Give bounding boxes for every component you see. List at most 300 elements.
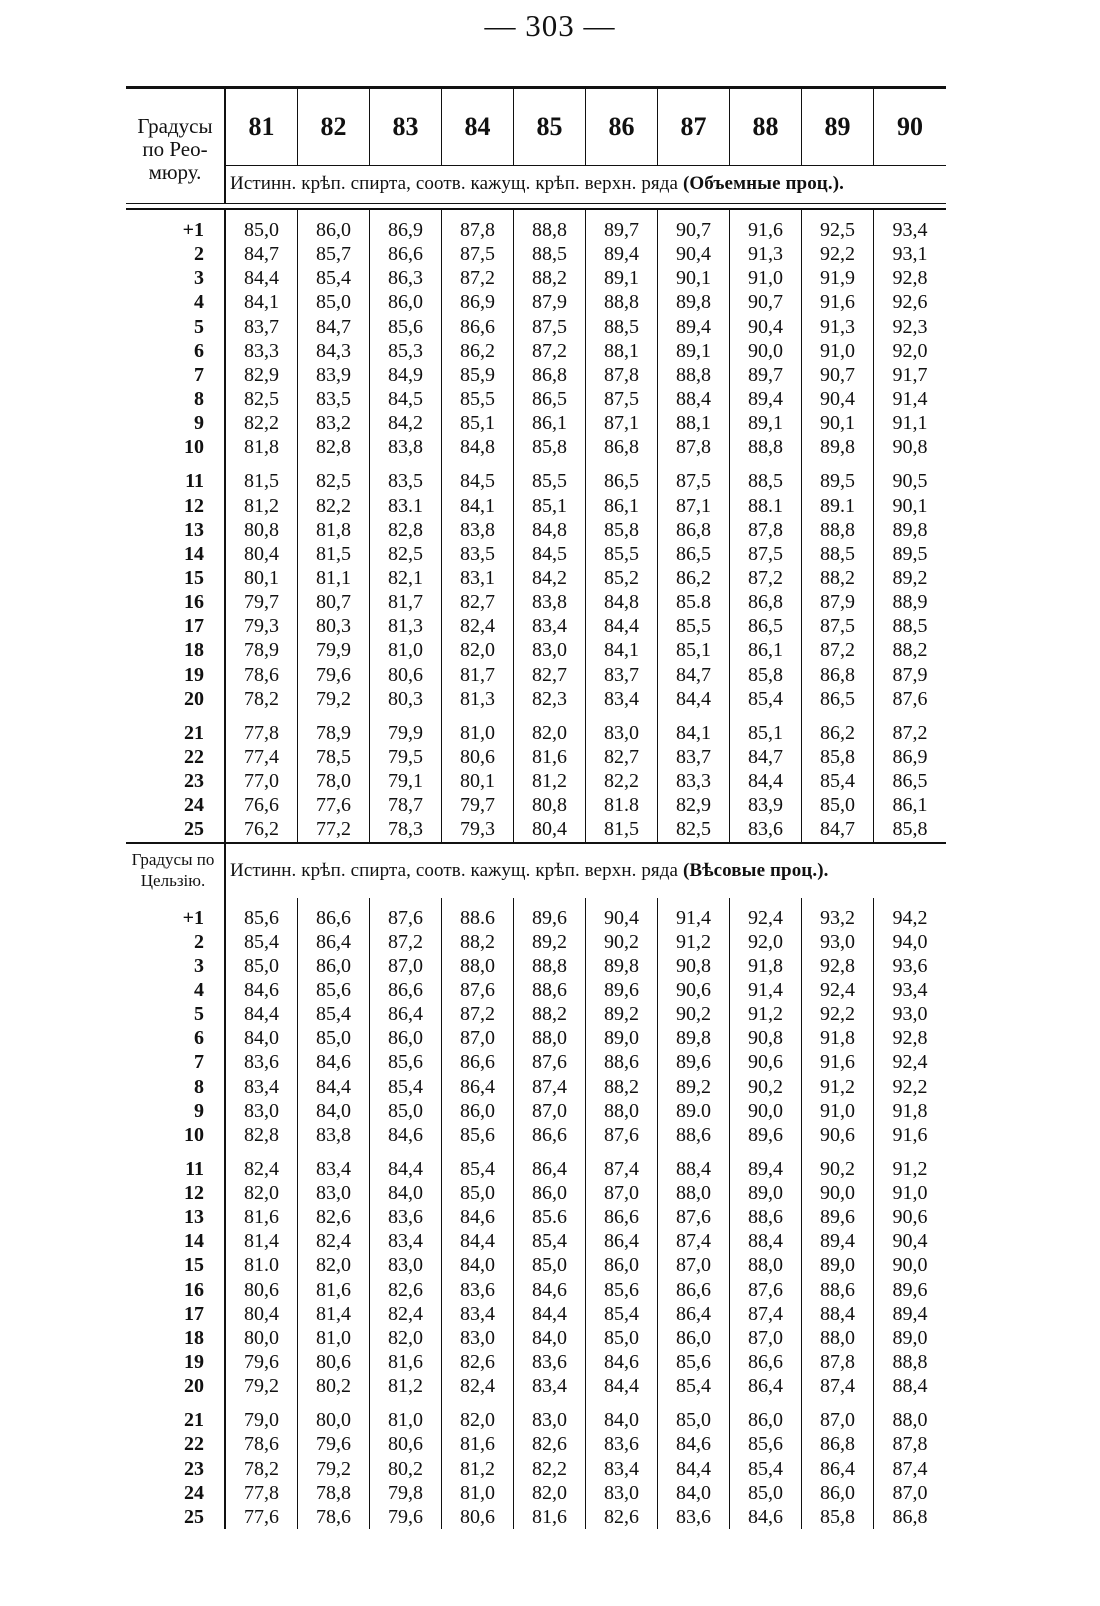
- degree-cell: 22: [126, 745, 226, 769]
- value-cell: 85,5: [514, 469, 586, 493]
- weight-subtitle-row: [126, 842, 946, 898]
- value-cell: 83,7: [226, 315, 298, 339]
- value-cell: 87,0: [658, 1253, 730, 1277]
- value-cell: 89,8: [802, 435, 874, 459]
- degree-cell: 11: [126, 1157, 226, 1181]
- degree-cell: 10: [126, 435, 226, 459]
- value-cell: 86,2: [442, 339, 514, 363]
- value-cell: 82,4: [298, 1229, 370, 1253]
- value-cell: 86,6: [298, 906, 370, 930]
- value-cell: 78,2: [226, 1457, 298, 1481]
- value-cell: 84,2: [514, 566, 586, 590]
- table-row: [126, 590, 946, 614]
- value-cell: 83,6: [442, 1278, 514, 1302]
- value-cell: 88,8: [892, 1351, 928, 1374]
- value-cell: 88,0: [442, 954, 514, 978]
- value-cell: 86,0: [802, 1481, 874, 1505]
- value-cell: 85,8: [802, 745, 874, 769]
- table-row: [126, 638, 946, 662]
- value-cell: 88,4: [892, 1375, 928, 1398]
- value-cell: 79,5: [370, 745, 442, 769]
- value-cell: 86,4: [730, 1374, 802, 1398]
- value-cell: 85.8: [658, 590, 730, 614]
- value-cell: 87,4: [586, 1157, 658, 1181]
- value-cell: 86,8: [658, 518, 730, 542]
- table-row: [126, 1408, 946, 1432]
- value-cell: 85,0: [514, 1253, 586, 1277]
- value-cell: 83,4: [514, 614, 586, 638]
- table-row: [126, 614, 946, 638]
- value-cell: 90,7: [658, 218, 730, 242]
- value-cell: 82,9: [658, 793, 730, 817]
- value-cell: 84,0: [370, 1181, 442, 1205]
- value-cell: 88,6: [802, 1278, 874, 1302]
- value-cell: 81,6: [514, 1505, 586, 1529]
- value-cell: 86,8: [802, 1432, 874, 1456]
- value-cell: 83,9: [730, 793, 802, 817]
- value-cell: 84,6: [658, 1432, 730, 1456]
- value-cell: 87,6: [370, 906, 442, 930]
- value-cell: 87,0: [514, 1099, 586, 1123]
- value-cell: 87,0: [892, 1481, 928, 1504]
- value-cell: 84,8: [586, 590, 658, 614]
- value-cell: 85,4: [658, 1374, 730, 1398]
- value-cell: 76,2: [226, 817, 298, 841]
- value-cell: 86,4: [298, 930, 370, 954]
- value-cell: 89,1: [730, 411, 802, 435]
- reaumur-label-line: мюру.: [148, 160, 202, 184]
- value-cell: 87,8: [442, 218, 514, 242]
- value-cell: 85,8: [802, 1505, 874, 1529]
- value-cell: 83,3: [226, 339, 298, 363]
- value-cell: 88,6: [658, 1123, 730, 1147]
- table-row: [126, 387, 946, 411]
- value-cell: 86,9: [892, 745, 928, 768]
- value-cell: 82,7: [442, 590, 514, 614]
- column-heading: 86: [586, 89, 658, 166]
- value-cell: 86,6: [730, 1350, 802, 1374]
- value-cell: 89,5: [892, 542, 928, 565]
- value-cell: 90,1: [802, 411, 874, 435]
- table-row: [126, 494, 946, 518]
- degree-cell: 20: [126, 687, 226, 711]
- degree-cell: 19: [126, 1350, 226, 1374]
- value-cell: 85,4: [514, 1229, 586, 1253]
- degree-cell: 13: [126, 1205, 226, 1229]
- value-cell: 92,6: [892, 291, 928, 314]
- group-gap: [126, 459, 946, 469]
- value-cell: 88,2: [514, 1002, 586, 1026]
- value-cell: 88,2: [586, 1075, 658, 1099]
- value-cell: 84,2: [370, 411, 442, 435]
- value-cell: 80,8: [514, 793, 586, 817]
- table-row: [126, 266, 946, 290]
- value-cell: 87,4: [892, 1457, 928, 1480]
- value-cell: 88,0: [730, 1253, 802, 1277]
- value-cell: 89,6: [514, 906, 586, 930]
- value-cell: 81,2: [226, 494, 298, 518]
- degree-cell: 7: [126, 363, 226, 387]
- value-cell: 88,2: [442, 930, 514, 954]
- degree-cell: 17: [126, 1302, 226, 1326]
- value-cell: 91,0: [892, 1182, 928, 1205]
- table-row: [126, 1253, 946, 1277]
- table-row: [126, 978, 946, 1002]
- value-cell: 89,2: [514, 930, 586, 954]
- value-cell: 87,0: [370, 954, 442, 978]
- value-cell: 78,6: [298, 1505, 370, 1529]
- value-cell: 86,4: [370, 1002, 442, 1026]
- value-cell: 91,0: [730, 266, 802, 290]
- value-cell: 90,2: [730, 1075, 802, 1099]
- value-cell: 83.1: [370, 494, 442, 518]
- value-cell: 83,8: [370, 435, 442, 459]
- value-cell: 90,0: [730, 339, 802, 363]
- value-cell: 84,4: [226, 266, 298, 290]
- value-cell: 85,6: [442, 1123, 514, 1147]
- degree-cell: 20: [126, 1374, 226, 1398]
- volume-subtitle-row: [126, 165, 946, 203]
- value-cell: 92,4: [892, 1051, 928, 1074]
- degree-cell: 2: [126, 930, 226, 954]
- degree-cell: 25: [126, 817, 226, 841]
- value-cell: 84,4: [370, 1157, 442, 1181]
- degree-cell: 18: [126, 638, 226, 662]
- value-cell: 79,0: [226, 1408, 298, 1432]
- column-heading: 83: [370, 89, 442, 166]
- value-cell: 86,0: [370, 290, 442, 314]
- value-cell: 91,2: [802, 1075, 874, 1099]
- value-cell: 83,4: [226, 1075, 298, 1099]
- degree-cell: 19: [126, 663, 226, 687]
- value-cell: 86,0: [658, 1326, 730, 1350]
- value-cell: 87,9: [802, 590, 874, 614]
- value-cell: 92,8: [892, 267, 928, 290]
- value-cell: 83,8: [514, 590, 586, 614]
- value-cell: 89,8: [586, 954, 658, 978]
- value-cell: 84,4: [226, 1002, 298, 1026]
- value-cell: 81.0: [226, 1253, 298, 1277]
- value-cell: 89,4: [730, 387, 802, 411]
- value-cell: 85,1: [442, 411, 514, 435]
- value-cell: 86,4: [586, 1229, 658, 1253]
- value-cell: 88,5: [514, 242, 586, 266]
- value-cell: 77,0: [226, 769, 298, 793]
- value-cell: 86,8: [514, 363, 586, 387]
- value-cell: 81,4: [226, 1229, 298, 1253]
- value-cell: 92,4: [802, 978, 874, 1002]
- degree-cell: 9: [126, 411, 226, 435]
- column-heading: 87: [658, 89, 730, 166]
- value-cell: 86,5: [514, 387, 586, 411]
- value-cell: 87,4: [802, 1374, 874, 1398]
- reaumur-label-line: Градусы: [137, 114, 213, 138]
- value-cell: 91,6: [730, 218, 802, 242]
- value-cell: 84,6: [226, 978, 298, 1002]
- value-cell: 90,1: [892, 494, 928, 517]
- value-cell: 91,6: [892, 1123, 928, 1146]
- value-cell: 90,4: [802, 387, 874, 411]
- value-cell: 82,0: [442, 1408, 514, 1432]
- value-cell: 90,8: [892, 436, 928, 459]
- value-cell: 91,8: [802, 1026, 874, 1050]
- table-row: [126, 242, 946, 266]
- table-row: [126, 954, 946, 978]
- alcohol-strength-table: [126, 86, 946, 1529]
- value-cell: 84,9: [370, 363, 442, 387]
- value-cell: 83,0: [226, 1099, 298, 1123]
- value-cell: 89,0: [802, 1253, 874, 1277]
- value-cell: 83,0: [514, 638, 586, 662]
- value-cell: 87,0: [586, 1181, 658, 1205]
- degree-cell: 22: [126, 1432, 226, 1456]
- column-heading: 81: [226, 89, 298, 166]
- value-cell: 88,8: [658, 363, 730, 387]
- degree-cell: 23: [126, 769, 226, 793]
- value-cell: 89,6: [892, 1278, 928, 1301]
- value-cell: 89,6: [802, 1205, 874, 1229]
- value-cell: 85,6: [226, 906, 298, 930]
- value-cell: 85,9: [442, 363, 514, 387]
- value-cell: 85,0: [586, 1326, 658, 1350]
- table-row: [126, 793, 946, 817]
- value-cell: 78,8: [298, 1481, 370, 1505]
- degree-cell: 6: [126, 1026, 226, 1050]
- value-cell: 77,8: [226, 1481, 298, 1505]
- value-cell: 81,5: [298, 542, 370, 566]
- value-cell: 77,4: [226, 745, 298, 769]
- value-cell: 84,6: [730, 1505, 802, 1529]
- value-cell: 81,0: [442, 1481, 514, 1505]
- value-cell: 84,6: [298, 1050, 370, 1074]
- value-cell: 90,4: [658, 242, 730, 266]
- value-cell: 82,1: [370, 566, 442, 590]
- degree-cell: 15: [126, 566, 226, 590]
- value-cell: 80,4: [226, 1302, 298, 1326]
- degree-cell: 16: [126, 590, 226, 614]
- value-cell: 86,1: [892, 794, 928, 817]
- value-cell: 84,3: [298, 339, 370, 363]
- value-cell: 83,4: [370, 1229, 442, 1253]
- table-row: [126, 1099, 946, 1123]
- table-row: [126, 906, 946, 930]
- value-cell: 85,6: [730, 1432, 802, 1456]
- value-cell: 86,0: [298, 954, 370, 978]
- value-cell: 87,4: [658, 1229, 730, 1253]
- value-cell: 84,6: [586, 1350, 658, 1374]
- value-cell: 88,2: [892, 639, 928, 662]
- value-cell: 86,4: [802, 1457, 874, 1481]
- value-cell: 88,8: [514, 218, 586, 242]
- table-row: [126, 363, 946, 387]
- value-cell: 86,5: [730, 614, 802, 638]
- value-cell: 86,1: [730, 638, 802, 662]
- value-cell: 86,5: [586, 469, 658, 493]
- value-cell: 87,6: [586, 1123, 658, 1147]
- value-cell: 82,4: [442, 1374, 514, 1398]
- value-cell: 89,7: [730, 363, 802, 387]
- value-cell: 84,7: [802, 817, 874, 841]
- table-row: [126, 1050, 946, 1074]
- value-cell: 92,5: [802, 218, 874, 242]
- value-cell: 81,2: [442, 1457, 514, 1481]
- value-cell: 88,1: [658, 411, 730, 435]
- value-cell: 87,0: [802, 1408, 874, 1432]
- degree-cell: 13: [126, 518, 226, 542]
- value-cell: 77,6: [226, 1505, 298, 1529]
- value-cell: 82,0: [442, 638, 514, 662]
- value-cell: 85,0: [802, 793, 874, 817]
- value-cell: 90,0: [802, 1181, 874, 1205]
- value-cell: 90,4: [892, 1230, 928, 1253]
- value-cell: 85.6: [514, 1205, 586, 1229]
- degree-cell: 4: [126, 978, 226, 1002]
- value-cell: 83,5: [298, 387, 370, 411]
- value-cell: 78,2: [226, 687, 298, 711]
- table-row: [126, 290, 946, 314]
- value-cell: 87,8: [586, 363, 658, 387]
- value-cell: 88.6: [442, 906, 514, 930]
- degree-cell: +1: [126, 218, 226, 242]
- value-cell: 85,1: [514, 494, 586, 518]
- value-cell: 83,9: [298, 363, 370, 387]
- value-cell: 87,6: [892, 687, 928, 710]
- value-cell: 81,0: [442, 721, 514, 745]
- celsius-label-line: Цельзію.: [140, 870, 206, 890]
- column-heading: 84: [442, 89, 514, 166]
- value-cell: 83,7: [586, 663, 658, 687]
- value-cell: 82,7: [586, 745, 658, 769]
- value-cell: 82,3: [514, 687, 586, 711]
- value-cell: 78,6: [226, 1432, 298, 1456]
- value-cell: 85,0: [442, 1181, 514, 1205]
- subtitle-spacer: [126, 165, 226, 203]
- value-cell: 91,2: [658, 930, 730, 954]
- table-row: [126, 1075, 946, 1099]
- value-cell: 83,1: [442, 566, 514, 590]
- value-cell: 94,0: [892, 930, 928, 953]
- value-cell: 82,6: [514, 1432, 586, 1456]
- table-row: [126, 518, 946, 542]
- value-cell: 85,4: [586, 1302, 658, 1326]
- value-cell: 82,9: [226, 363, 298, 387]
- value-cell: 84,4: [586, 1374, 658, 1398]
- value-cell: 82,5: [370, 542, 442, 566]
- value-cell: 82,0: [514, 1481, 586, 1505]
- value-cell: 84,4: [658, 687, 730, 711]
- table-row: [126, 1205, 946, 1229]
- value-cell: 82,0: [514, 721, 586, 745]
- value-cell: 87,8: [658, 435, 730, 459]
- value-cell: 85,8: [892, 818, 928, 841]
- value-cell: 87,6: [730, 1278, 802, 1302]
- value-cell: 90,6: [658, 978, 730, 1002]
- value-cell: 90,4: [586, 906, 658, 930]
- value-cell: 83,4: [514, 1374, 586, 1398]
- value-cell: 84,1: [442, 494, 514, 518]
- value-cell: 81,7: [370, 590, 442, 614]
- value-cell: 89,4: [892, 1302, 928, 1325]
- value-cell: 79,6: [298, 663, 370, 687]
- value-cell: 91,6: [802, 290, 874, 314]
- table-row: [126, 745, 946, 769]
- value-cell: 80,0: [298, 1408, 370, 1432]
- value-cell: 91,2: [892, 1157, 928, 1180]
- value-cell: 86,8: [892, 1505, 928, 1528]
- value-cell: 89,2: [586, 1002, 658, 1026]
- value-cell: 93,2: [802, 906, 874, 930]
- value-cell: 87,8: [892, 1433, 928, 1456]
- value-cell: 81,6: [370, 1350, 442, 1374]
- table-row: [126, 1181, 946, 1205]
- value-cell: 86,1: [514, 411, 586, 435]
- value-cell: 91,9: [802, 266, 874, 290]
- value-cell: 91,3: [802, 315, 874, 339]
- value-cell: 84,7: [298, 315, 370, 339]
- degree-cell: 3: [126, 954, 226, 978]
- value-cell: 81,8: [226, 435, 298, 459]
- value-cell: 89,4: [730, 1157, 802, 1181]
- value-cell: 86,0: [442, 1099, 514, 1123]
- degree-cell: 17: [126, 614, 226, 638]
- value-cell: 78,6: [226, 663, 298, 687]
- value-cell: 85,4: [226, 930, 298, 954]
- value-cell: 85,1: [730, 721, 802, 745]
- value-cell: 90,2: [802, 1157, 874, 1181]
- value-cell: 86,6: [442, 1050, 514, 1074]
- table-row: [126, 769, 946, 793]
- value-cell: 92,8: [892, 1027, 928, 1050]
- table-row: [126, 315, 946, 339]
- celsius-degrees-label: [122, 844, 226, 898]
- degree-cell: 12: [126, 494, 226, 518]
- value-cell: 84,4: [442, 1229, 514, 1253]
- value-cell: 85,0: [226, 218, 298, 242]
- value-cell: 83,4: [298, 1157, 370, 1181]
- value-cell: 90,6: [802, 1123, 874, 1147]
- value-cell: 87,9: [892, 663, 928, 686]
- volume-subtitle-plain: Истинн. крѣп. спирта, соотв. кажущ. крѣп. верхн. ряда: [230, 173, 679, 194]
- weight-subtitle-bold: (Вѣсовые проц.).: [682, 859, 829, 881]
- value-cell: 78,3: [370, 817, 442, 841]
- value-cell: 86,0: [730, 1408, 802, 1432]
- degree-cell: 6: [126, 339, 226, 363]
- value-cell: 82,4: [370, 1302, 442, 1326]
- group-gap: [126, 1398, 946, 1408]
- value-cell: 81.8: [586, 793, 658, 817]
- value-cell: 87,5: [802, 614, 874, 638]
- value-cell: 84,7: [730, 745, 802, 769]
- value-cell: 84,0: [658, 1481, 730, 1505]
- value-cell: 81,5: [586, 817, 658, 841]
- degree-cell: 5: [126, 1002, 226, 1026]
- value-cell: 93,0: [892, 1003, 928, 1026]
- value-cell: 93,4: [892, 978, 928, 1001]
- page-number: — 303 —: [484, 8, 616, 43]
- value-cell: 90,1: [658, 266, 730, 290]
- value-cell: 87,2: [892, 721, 928, 744]
- value-cell: 80,4: [226, 542, 298, 566]
- value-cell: 84,4: [514, 1302, 586, 1326]
- value-cell: 82,5: [298, 469, 370, 493]
- value-cell: 93,6: [892, 954, 928, 977]
- value-cell: 87,4: [730, 1302, 802, 1326]
- value-cell: 77,6: [298, 793, 370, 817]
- value-cell: 82,4: [226, 1157, 298, 1181]
- value-cell: 83,0: [370, 1253, 442, 1277]
- value-cell: 88,6: [586, 1050, 658, 1074]
- degree-cell: 14: [126, 542, 226, 566]
